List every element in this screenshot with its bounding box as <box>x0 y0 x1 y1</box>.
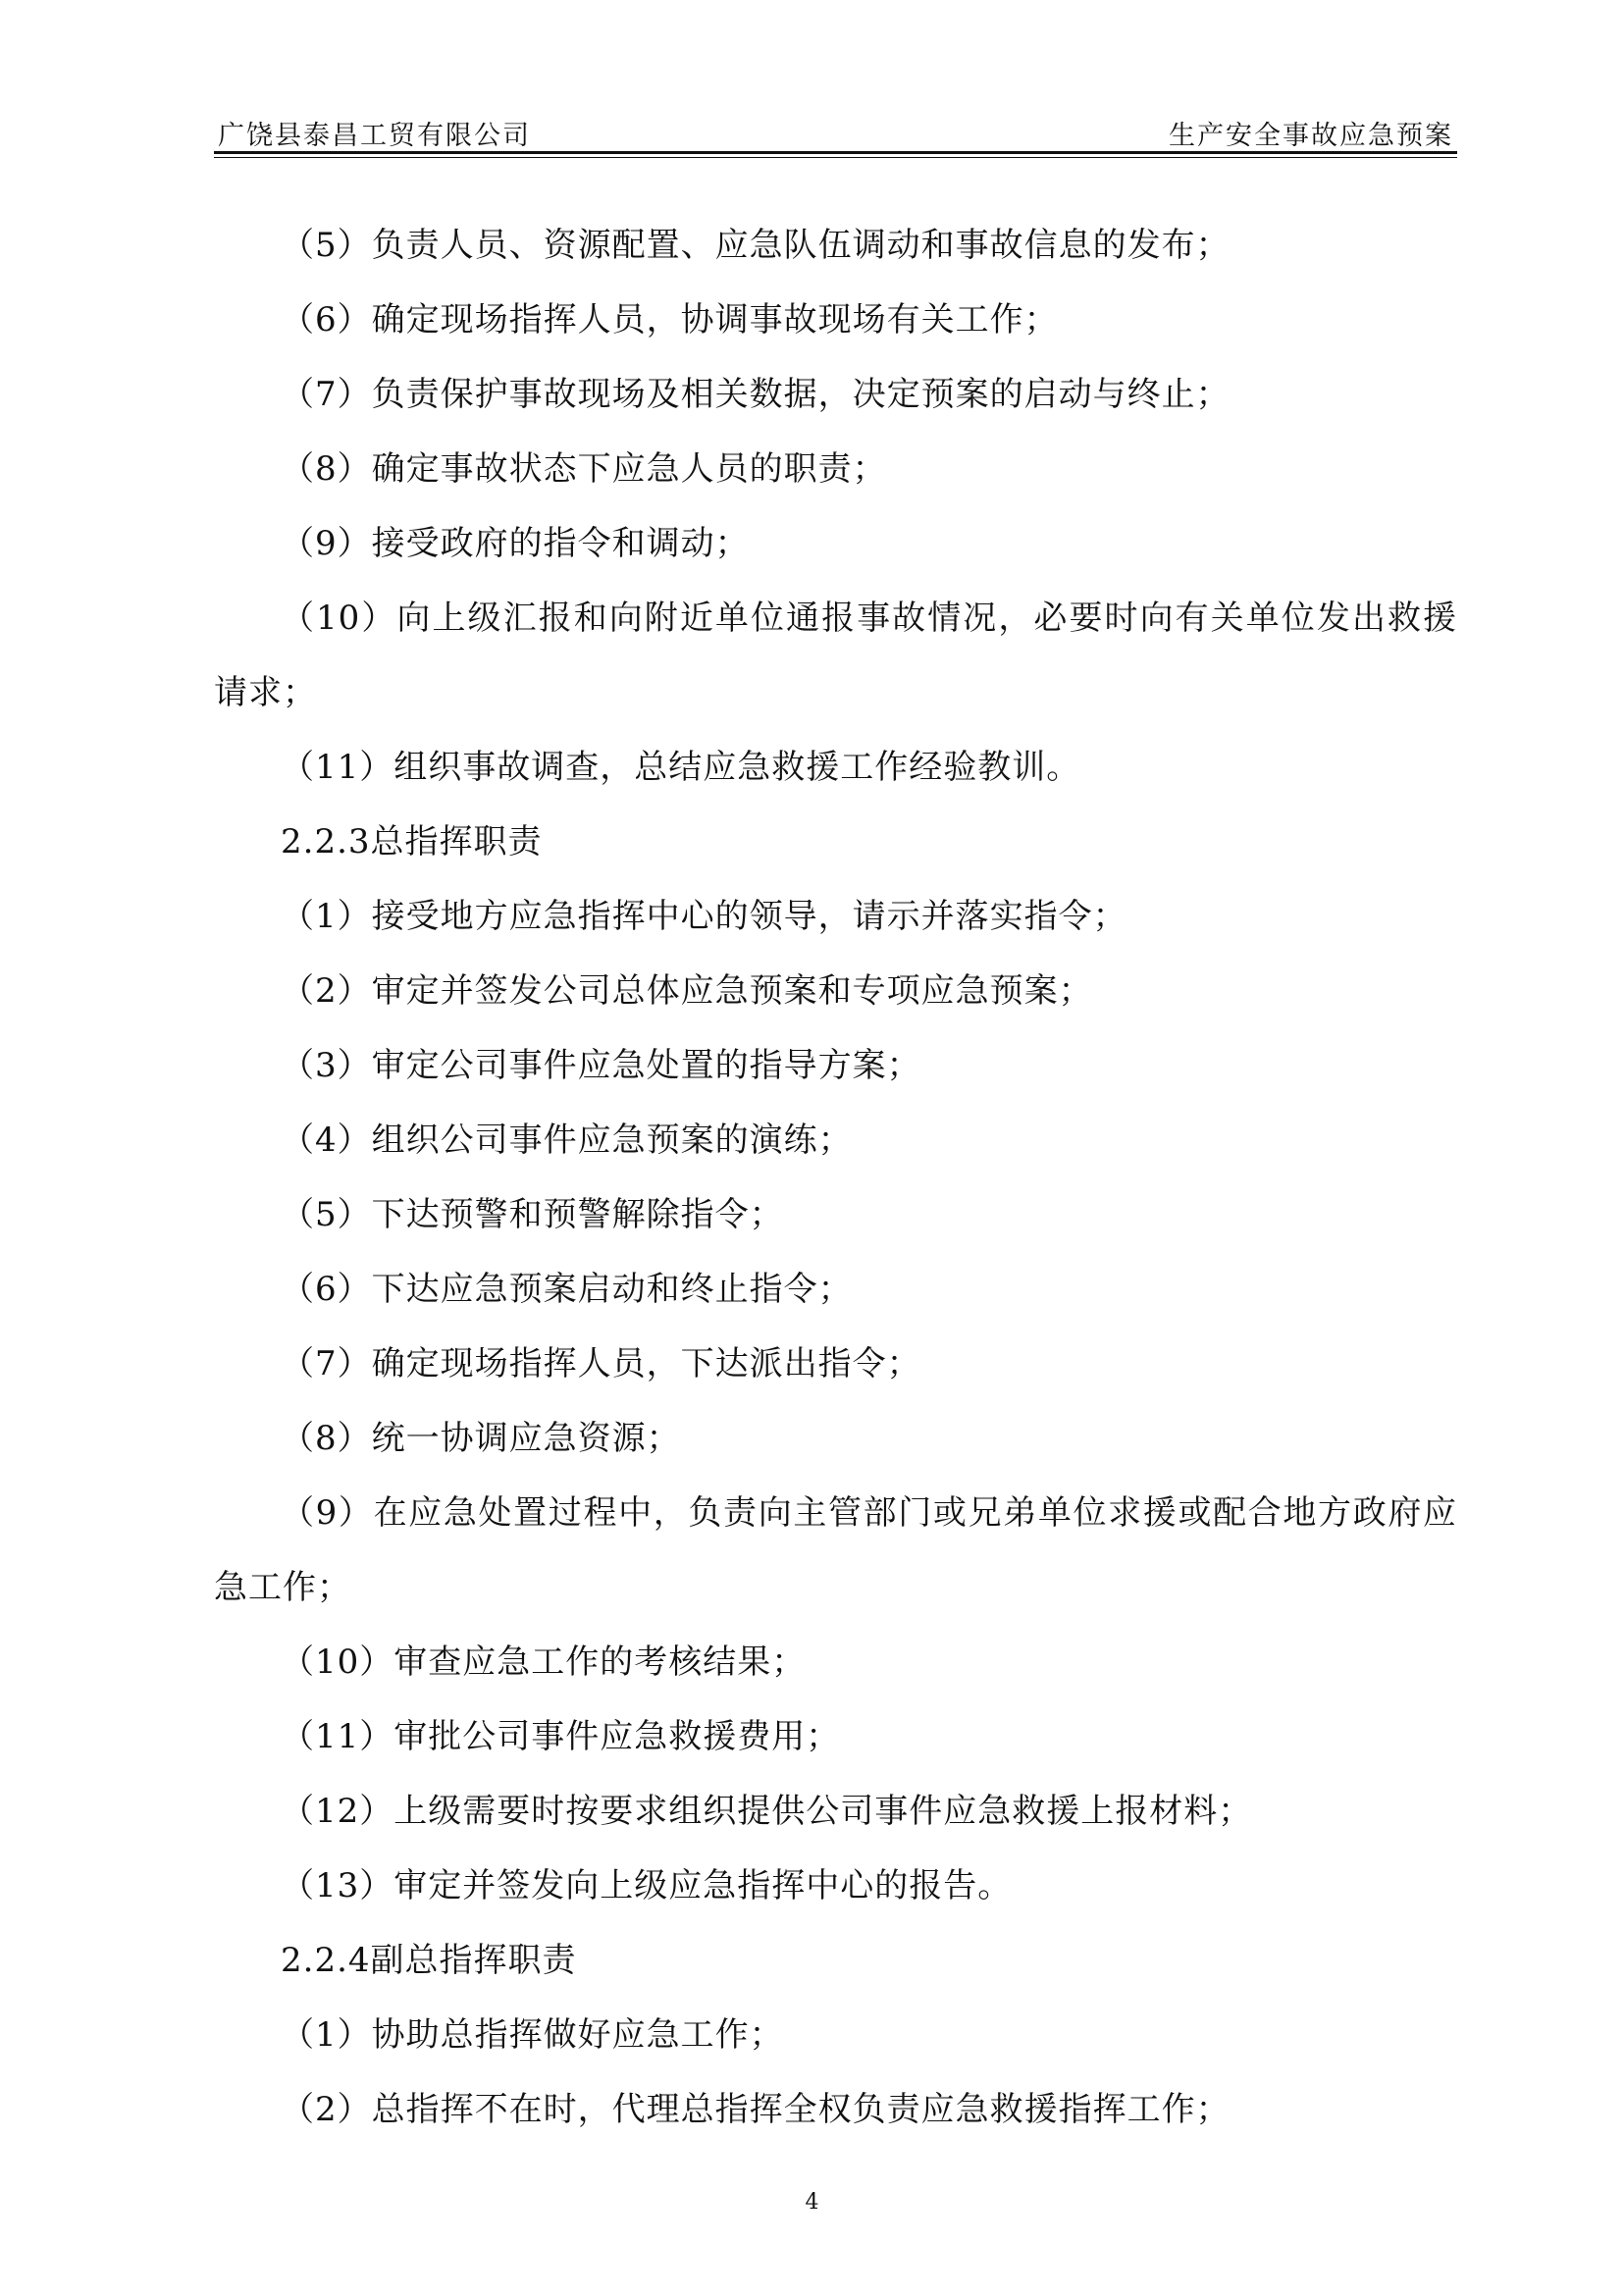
body-paragraph: （3）审定公司事件应急处置的指导方案； <box>281 1046 921 1085</box>
body-paragraph: （10）向上级汇报和向附近单位通报事故情况，必要时向有关单位发出救援请求； <box>214 599 1457 712</box>
section-heading: 2.2.4副总指挥职责 <box>281 1941 577 1980</box>
body-paragraph: （6）确定现场指挥人员，协调事故现场有关工作； <box>281 300 1059 339</box>
body-paragraph: （2）审定并签发公司总体应急预案和专项应急预案； <box>281 971 1093 1011</box>
body-paragraph: （1）接受地方应急指挥中心的领导，请示并落实指令； <box>281 897 1127 936</box>
body-paragraph: （6）下达应急预案启动和终止指令； <box>281 1270 853 1309</box>
body-paragraph: （13）审定并签发向上级应急指挥中心的报告。 <box>281 1866 1013 1905</box>
body-paragraph: （7）负责保护事故现场及相关数据，决定预案的启动与终止； <box>281 375 1231 414</box>
body-paragraph: （1）协助总指挥做好应急工作； <box>281 2015 784 2055</box>
body-paragraph: （8）确定事故状态下应急人员的职责； <box>281 449 887 489</box>
page-number: 4 <box>805 2190 819 2215</box>
body-paragraph: （9）接受政府的指令和调动； <box>281 524 750 563</box>
body-paragraph: （5）负责人员、资源配置、应急队伍调动和事故信息的发布； <box>281 226 1231 265</box>
body-paragraph: （4）组织公司事件应急预案的演练； <box>281 1121 853 1160</box>
body-paragraph: （11）组织事故调查，总结应急救援工作经验教训。 <box>281 748 1081 787</box>
document-body <box>214 208 1457 2147</box>
header-document-title: 生产安全事故应急预案 <box>1169 121 1453 151</box>
body-paragraph: （7）确定现场指挥人员，下达派出指令； <box>281 1344 921 1383</box>
body-paragraph: （2）总指挥不在时，代理总指挥全权负责应急救援指挥工作； <box>281 2090 1231 2129</box>
body-paragraph: （8）统一协调应急资源； <box>281 1419 681 1458</box>
header-rule <box>214 151 1457 154</box>
header-rule-secondary <box>214 157 1457 158</box>
body-paragraph: （9）在应急处置过程中，负责向主管部门或兄弟单位求援或配合地方政府应急工作； <box>214 1493 1457 1607</box>
body-paragraph: （5）下达预警和预警解除指令； <box>281 1195 784 1234</box>
body-paragraph: （11）审批公司事件应急救援费用； <box>281 1717 841 1756</box>
section-heading: 2.2.3总指挥职责 <box>281 822 543 861</box>
header-company-name: 广饶县泰昌工贸有限公司 <box>218 121 531 151</box>
body-paragraph: （12）上级需要时按要求组织提供公司事件应急救援上报材料； <box>281 1792 1253 1831</box>
body-paragraph: （10）审查应急工作的考核结果； <box>281 1643 807 1682</box>
page-header <box>214 110 1457 155</box>
